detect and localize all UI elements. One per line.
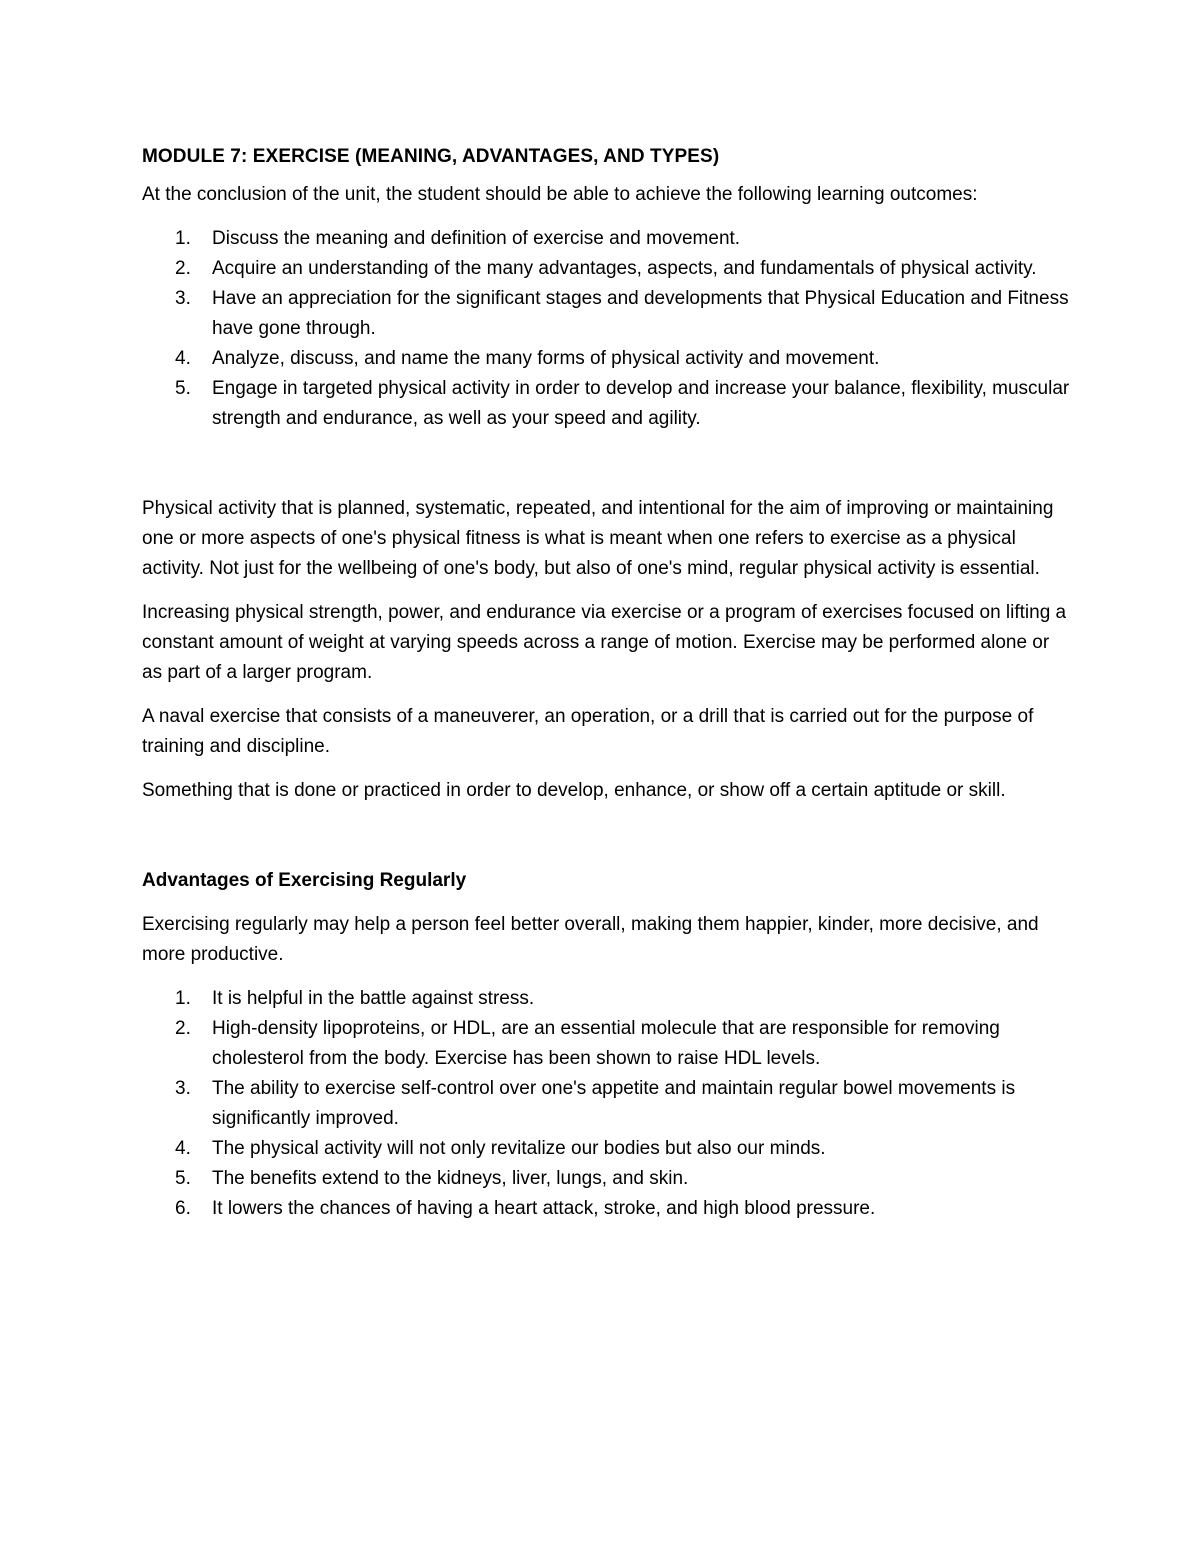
definition-paragraph: Increasing physical strength, power, and endurance via exercise or a program of exercises focused on lifting a constant amount of weight at varying speeds across a range of motion. Exercise may be performed alone or as part of a larger program.: [142, 602, 1067, 683]
advantages-list: [142, 984, 1072, 1224]
list-item: [142, 224, 1072, 254]
list-item-number: 1.: [175, 988, 191, 1009]
list-item: [142, 374, 1072, 434]
list-item: [142, 1074, 1072, 1134]
section-spacer: [142, 448, 1072, 494]
list-item-text: Acquire an understanding of the many advantages, aspects, and fundamentals of physical activity.: [212, 258, 1037, 279]
list-item-text: Have an appreciation for the significant stages and developments that Physical Education and Fitness have gone through.: [212, 288, 1069, 339]
definition-paragraph: A naval exercise that consists of a maneuverer, an operation, or a drill that is carried out for the purpose of training and discipline.: [142, 706, 1034, 757]
definition-paragraph: Something that is done or practiced in order to develop, enhance, or show off a certain aptitude or skill.: [142, 780, 1006, 801]
list-item-number: 6.: [175, 1198, 191, 1219]
section-spacer: [142, 820, 1072, 866]
list-item: [142, 254, 1072, 284]
list-item-number: 5.: [175, 378, 191, 399]
definition-paragraph: Physical activity that is planned, systematic, repeated, and intentional for the aim of improving or maintaining one or more aspects of one's physical fitness is what is meant when one refers to exercise as a physical activity. Not just for the wellbeing of one's body, but also of one's mind, regular physical activity is essential.: [142, 498, 1054, 579]
list-item-text: The benefits extend to the kidneys, liver, lungs, and skin.: [212, 1168, 689, 1189]
list-item: [142, 1134, 1072, 1164]
list-item-number: 3.: [175, 288, 191, 309]
list-item-number: 3.: [175, 1078, 191, 1099]
list-item: [142, 984, 1072, 1014]
list-item-number: 4.: [175, 1138, 191, 1159]
list-item-text: High-density lipoproteins, or HDL, are an essential molecule that are responsible for removing cholesterol from the body. Exercise has been shown to raise HDL levels.: [212, 1018, 1000, 1069]
advantages-heading: Advantages of Exercising Regularly: [142, 870, 467, 891]
list-item-text: The physical activity will not only revitalize our bodies but also our minds.: [212, 1138, 826, 1159]
list-item-text: Discuss the meaning and definition of exercise and movement.: [212, 228, 741, 249]
learning-outcomes-list: [142, 224, 1072, 434]
list-item-text: Analyze, discuss, and name the many forms of physical activity and movement.: [212, 348, 880, 369]
list-item: [142, 344, 1072, 374]
list-item: [142, 1014, 1072, 1074]
list-item-number: 2.: [175, 1018, 191, 1039]
list-item-text: It lowers the chances of having a heart attack, stroke, and high blood pressure.: [212, 1198, 876, 1219]
list-item-number: 2.: [175, 258, 191, 279]
list-item-number: 4.: [175, 348, 191, 369]
list-item: [142, 284, 1072, 344]
document-page: [142, 142, 1072, 1238]
list-item: [142, 1164, 1072, 1194]
list-item-number: 5.: [175, 1168, 191, 1189]
list-item-number: 1.: [175, 228, 191, 249]
list-item-text: It is helpful in the battle against stress.: [212, 988, 535, 1009]
list-item-text: The ability to exercise self-control over one's appetite and maintain regular bowel movements is significantly improved.: [212, 1078, 1016, 1129]
advantages-intro: Exercising regularly may help a person feel better overall, making them happier, kinder, more decisive, and more productive.: [142, 914, 1039, 965]
module-title: MODULE 7: EXERCISE (MEANING, ADVANTAGES, AND TYPES): [142, 146, 720, 167]
learning-outcomes-intro: At the conclusion of the unit, the student should be able to achieve the following learning outcomes:: [142, 184, 978, 205]
list-item-text: Engage in targeted physical activity in order to develop and increase your balance, flexibility, muscular strength and endurance, as well as your speed and agility.: [212, 378, 1070, 429]
list-item: [142, 1194, 1072, 1224]
